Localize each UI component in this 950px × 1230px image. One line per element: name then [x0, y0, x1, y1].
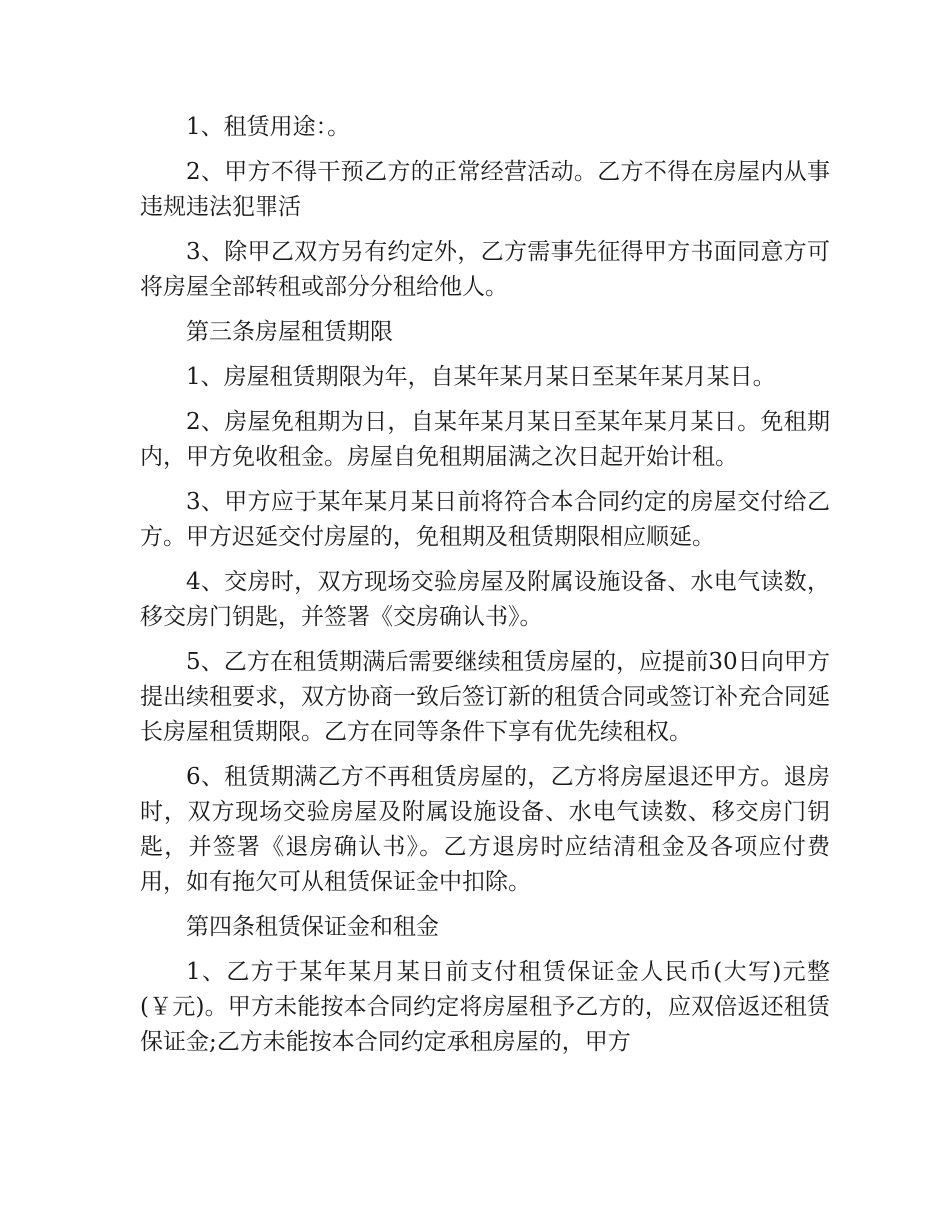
clause-rent-free-period: 2、房屋免租期为日，自某年某月某日至某年某月某日。免租期内，甲方免收租金。房屋自免租期届满之次日起开始计租。: [140, 409, 830, 470]
document-body: [140, 110, 830, 1070]
clause-lease-term: 1、房屋租赁期限为年，自某年某月某日至某年某月某日。: [186, 364, 776, 390]
clause-usage: 1、租赁用途：。: [186, 114, 351, 140]
clause-handover-inspection: 4、交房时，双方现场交验房屋及附属设施设备、水电气读数，移交房门钥匙，并签署《交房确认书》。: [140, 569, 830, 630]
clause-sublease: 3、除甲乙双方另有约定外，乙方需事先征得甲方书面同意方可将房屋全部转租或部分分租给他人。: [140, 239, 830, 300]
clause-security-deposit: 1、乙方于某年某月某日前支付租赁保证金人民币(大写)元整(￥元)。甲方未能按本合同约定将房屋租予乙方的，应双倍返还租赁保证金;乙方未能按本合同约定承租房屋的，甲方: [140, 959, 830, 1055]
clause-lease-renewal: 5、乙方在租赁期满后需要继续租赁房屋的，应提前30日向甲方提出续租要求，双方协商一致后签订新的租赁合同或签订补充合同延长房屋租赁期限。乙方在同等条件下享有优先续租权。: [140, 649, 830, 745]
clause-lease-return: 6、租赁期满乙方不再租赁房屋的，乙方将房屋退还甲方。退房时，双方现场交验房屋及附属设施设备、水电气读数、移交房门钥匙，并签署《退房确认书》。乙方退房时应结清租金及各项应付费用，如有拖欠可从租赁保证金中扣除。: [140, 764, 830, 895]
clause-delivery-date: 3、甲方应于某年某月某日前将符合本合同约定的房屋交付给乙方。甲方迟延交付房屋的，免租期及租赁期限相应顺延。: [140, 489, 830, 550]
section-heading-article-4: 第四条租赁保证金和租金: [186, 914, 439, 940]
section-heading-article-3: 第三条房屋租赁期限: [186, 319, 393, 345]
clause-no-interference: 2、甲方不得干预乙方的正常经营活动。乙方不得在房屋内从事违规违法犯罪活: [140, 159, 830, 220]
